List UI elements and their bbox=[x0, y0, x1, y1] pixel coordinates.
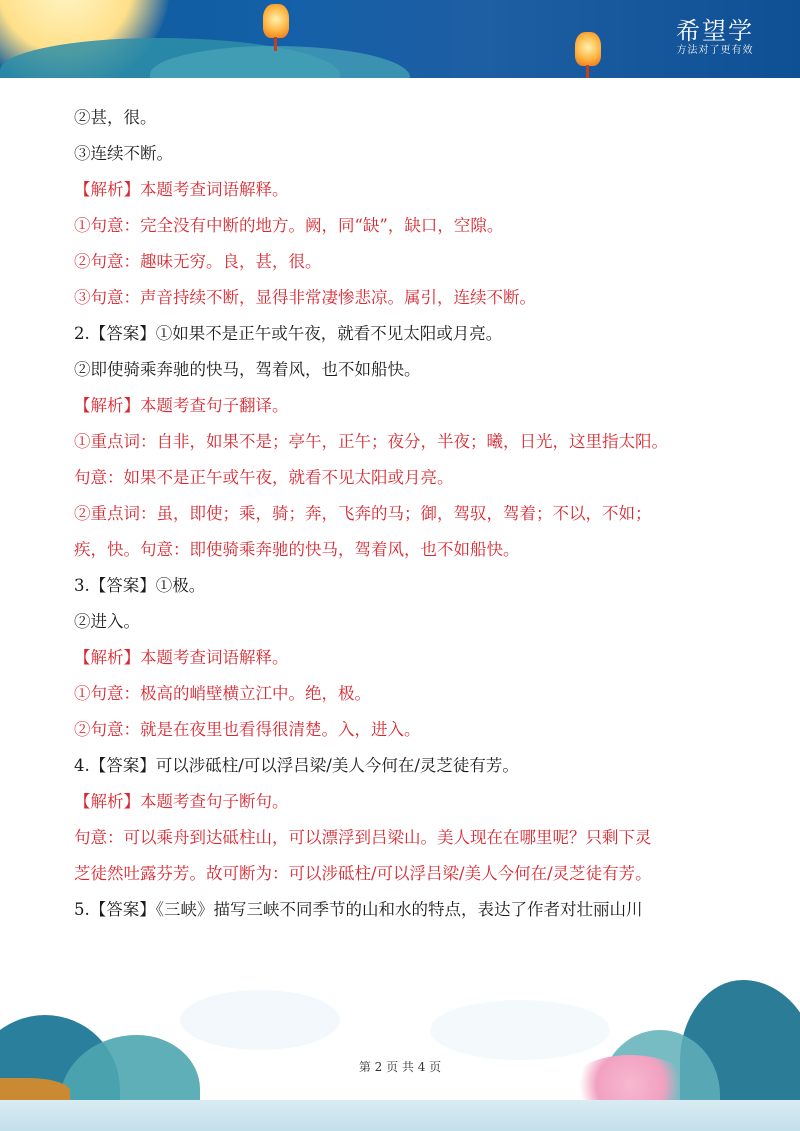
cloud-illustration bbox=[430, 1000, 610, 1060]
analysis-line: ②重点词：虽，即使；乘，骑；奔，飞奔的马；御，驾驭，驾着；不以，不如； bbox=[74, 504, 652, 523]
answer-content bbox=[74, 100, 764, 928]
analysis-line: ③句意：声音持续不断，显得非常凄惨悲凉。属引，连续不断。 bbox=[74, 288, 536, 307]
answer-line: 4.【答案】可以涉砥柱/可以浮吕梁/美人今何在/灵芝徒有芳。 bbox=[74, 756, 519, 775]
brand-logo bbox=[676, 18, 754, 58]
page-number: 第 2 页 共 4 页 bbox=[358, 1060, 442, 1074]
analysis-line: 疾，快。句意：即使骑乘奔驰的快马，驾着风，也不如船快。 bbox=[74, 540, 520, 559]
analysis-line: ①句意：极高的峭壁横立江中。绝，极。 bbox=[74, 684, 371, 703]
answer-line: 2.【答案】①如果不是正午或午夜，就看不见太阳或月亮。 bbox=[74, 324, 503, 343]
analysis-line: ①句意：完全没有中断的地方。阙，同“缺”，缺口，空隙。 bbox=[74, 216, 504, 235]
text-line: ②甚，很。 bbox=[74, 108, 157, 127]
logo-name: 希望学 bbox=[676, 17, 754, 45]
text-line: ②即使骑乘奔驰的快马，驾着风，也不如船快。 bbox=[74, 360, 421, 379]
header-banner bbox=[0, 0, 800, 78]
analysis-line: 芝徒然吐露芬芳。故可断为：可以涉砥柱/可以浮吕梁/美人今何在/灵芝徒有芳。 bbox=[74, 864, 652, 883]
footer-illustration bbox=[0, 960, 800, 1131]
analysis-line: 【解析】本题考查词语解释。 bbox=[74, 180, 289, 199]
lantern-icon bbox=[263, 4, 289, 38]
answer-line: 5.【答案】《三峡》描写三峡不同季节的山和水的特点，表达了作者对壮丽山川 bbox=[74, 900, 643, 919]
logo-slogan: 方法对了更有效 bbox=[676, 45, 754, 56]
analysis-line: 句意：可以乘舟到达砥柱山，可以漂浮到吕梁山。美人现在在哪里呢？只剩下灵 bbox=[74, 828, 652, 847]
lantern-icon bbox=[575, 32, 601, 66]
analysis-line: ②句意：就是在夜里也看得很清楚。入，进入。 bbox=[74, 720, 421, 739]
answer-line: 3.【答案】①极。 bbox=[74, 576, 206, 595]
text-line: ③连续不断。 bbox=[74, 144, 173, 163]
analysis-line: 【解析】本题考查句子翻译。 bbox=[74, 396, 289, 415]
analysis-line: 【解析】本题考查句子断句。 bbox=[74, 792, 289, 811]
analysis-line: 句意：如果不是正午或午夜，就看不见太阳或月亮。 bbox=[74, 468, 454, 487]
analysis-line: ②句意：趣味无穷。良，甚，很。 bbox=[74, 252, 322, 271]
water-illustration bbox=[0, 1100, 800, 1131]
analysis-line: ①重点词：自非，如果不是；亭午，正午；夜分，半夜；曦，日光，这里指太阳。 bbox=[74, 432, 668, 451]
cloud-illustration bbox=[180, 990, 340, 1050]
analysis-line: 【解析】本题考查词语解释。 bbox=[74, 648, 289, 667]
text-line: ②进入。 bbox=[74, 612, 140, 631]
